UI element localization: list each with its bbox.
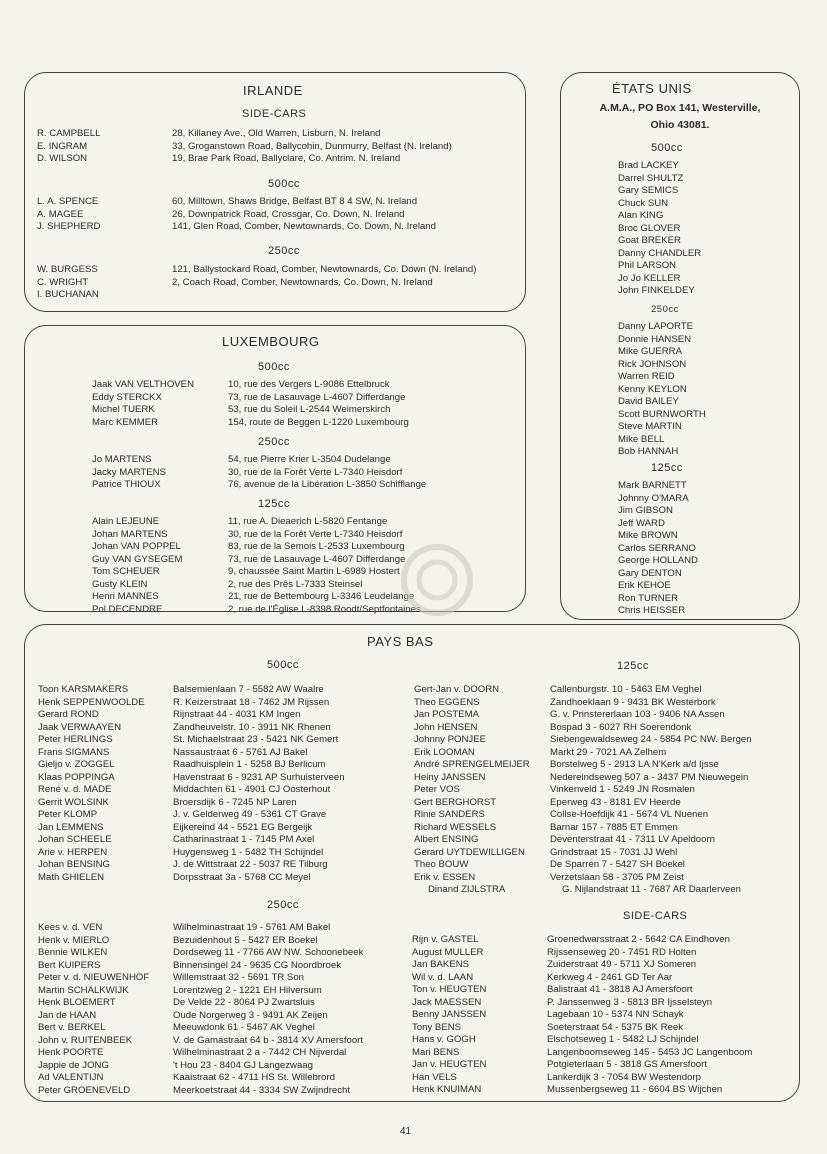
rider-name: David BAILEY	[618, 396, 679, 407]
rider-address: Dordseweg 11 - 7766 AW NW. Schoonebeek	[173, 947, 364, 958]
rider-address: Zandhoeklaan 9 - 9431 BK Westerbork	[550, 696, 716, 708]
rider-name: Jeff WARD	[618, 517, 665, 529]
rider-address: Groenedwarsstraat 2 - 5642 CA Eindhoven	[547, 934, 730, 945]
rider-address: Rijssenseweg 20 - 7451 RD Holten	[547, 946, 697, 958]
rider-address: Eijkereind 44 - 5521 EG Bergeijk	[173, 821, 313, 833]
rider-address: Lankerdijk 3 - 7054 BW Westendorp	[547, 1071, 701, 1083]
rider-address: 53, rue du Soleil L-2544 Weimerskirch	[228, 404, 391, 415]
rider-address: Vinkenveld 1 - 5249 JN Rosmalen	[550, 784, 695, 795]
rider-address: 121, Ballystockard Road, Comber, Newtownards, Co. Down (N. Ireland)	[172, 264, 477, 275]
rider-name: Johnny O'MARA	[618, 492, 689, 504]
rider-name: George HOLLAND	[618, 555, 698, 566]
rider-name: Gieljo v. ZOGGEL	[38, 759, 115, 770]
pays-bas-125-heading: 125cc	[617, 660, 649, 672]
rider-name: Johan VAN POPPEL	[92, 541, 181, 552]
rider-name: Jim GIBSON	[618, 505, 673, 516]
rider-name: D. WILSON	[37, 153, 88, 164]
rider-name: Gerrit WOLSINK	[38, 796, 109, 808]
rider-address: Verzetslaan 58 - 3705 PM Zeist	[550, 871, 684, 883]
rider-address: 73, rue de Lasauvage L-4607 Differdange	[228, 553, 406, 565]
rider-address: 21, rue de Bettembourg L-3346 Leudelange	[228, 591, 415, 602]
rider-name: Peter KLOMP	[38, 809, 98, 820]
rider-name: Henk v. MIERLO	[38, 934, 110, 946]
rider-address: R. Keizerstraat 18 - 7462 JM Rijssen	[173, 696, 330, 708]
rider-name: Jo Jo KELLER	[618, 272, 681, 284]
rider-name: Jan de HAAN	[38, 1009, 97, 1021]
rider-name: Henk SEPPENWOOLDE	[38, 696, 145, 708]
rider-address: Binnensingel 24 - 9635 CG Noordbroek	[173, 959, 341, 971]
rider-name: Erik LOOMAN	[414, 746, 475, 758]
rider-name: Martin SCHALKWIJK	[38, 984, 129, 996]
luxembourg-250-heading: 250cc	[258, 436, 290, 448]
rider-address: J. v. Gelderweg 49 - 5361 CT Grave	[173, 809, 327, 820]
rider-name: Scott BURNWORTH	[618, 408, 706, 420]
rider-address: Elschotseweg 1 - 5482 LJ Schijndel	[547, 1034, 699, 1045]
rider-address: Middachten 61 - 4901 CJ Oosterhout	[173, 784, 331, 795]
rider-name: Goat BREKER	[618, 235, 681, 246]
rider-name: Jan LEMMENS	[38, 821, 104, 833]
rider-address: 30, rue de la Forêt Verte L-7340 Heisdorf	[228, 466, 403, 478]
rider-address: Wilhelminastraat 2 a - 7442 CH Nijverdal	[173, 1047, 347, 1058]
rider-address: Barnar 157 - 7885 ET Emmen	[550, 821, 678, 833]
rider-address: St. Michaelstraat 23 - 5421 NK Gemert	[173, 734, 339, 745]
rider-name: Richard WESSELS	[414, 821, 497, 833]
rider-address: Kaaistraat 62 - 4711 HS St. Willebrord	[173, 1072, 335, 1083]
rider-name: Bert KUIPERS	[38, 959, 101, 971]
page-number: 41	[400, 1126, 412, 1137]
rider-name: Math GHIELEN	[38, 871, 105, 883]
rider-address: G. v. Prinstererlaan 103 - 9406 NA Assen	[550, 709, 725, 720]
rider-address: Havenstraat 6 - 9231 AP Surhuisterveen	[173, 771, 345, 783]
irlande-500-addresses	[172, 196, 436, 234]
rider-address: Borstelweg 5 - 2913 LA N'Kerk a/d Ijsse	[550, 759, 719, 770]
rider-name: Alain LEJEUNE	[92, 516, 160, 527]
rider-name: Marc KEMMER	[92, 416, 159, 428]
rider-name: Arie v. HERPEN	[38, 846, 108, 858]
rider-address: 54, rue Pierre Krier L-3504 Dudelange	[228, 454, 391, 465]
rider-name: Ad VALENTIJN	[38, 1072, 104, 1083]
luxembourg-title: LUXEMBOURG	[222, 334, 320, 349]
rider-address: Nassaustraat 6 - 5761 AJ Bakel	[173, 746, 308, 758]
etats-unis-org-line1: A.M.A., PO Box 141, Westerville,	[599, 102, 761, 114]
rider-name: Rick JOHNSON	[618, 358, 687, 370]
rider-name: Bennie WILKEN	[38, 947, 108, 958]
rider-name: Henk KNUIMAN	[412, 1084, 482, 1095]
rider-address: Callenburgstr. 10 - 5463 EM Veghel	[550, 684, 702, 695]
etats-unis-title: ÉTATS UNIS	[612, 81, 692, 96]
rider-address: De Velde 22 - 8064 PJ Zwartsluis	[173, 997, 315, 1008]
etats-unis-org-line2: Ohio 43081.	[650, 119, 710, 131]
rider-name: Guy VAN GYSEGEM	[92, 553, 183, 565]
pays-bas-125-addresses	[550, 684, 752, 897]
rider-name: Albert ENSING	[414, 834, 479, 845]
rider-name: Theo EGGENS	[414, 696, 480, 708]
rider-name: Alan KING	[618, 210, 664, 221]
rider-name: Gerard UYTDEWILLIGEN	[414, 846, 525, 858]
rider-name: Phil LARSON	[618, 260, 677, 271]
irlande-500-names	[37, 196, 100, 234]
etats-unis-500-heading: 500cc	[651, 142, 683, 154]
rider-address: Eperweg 43 - 8181 EV Heerde	[550, 796, 681, 808]
rider-address: Meerkoetstraat 44 - 3334 SW Zwijndrecht	[173, 1084, 351, 1096]
rider-name: Rinie SANDERS	[414, 809, 485, 820]
rider-name: Gerard ROND	[38, 709, 99, 720]
rider-address: P. Janssenweg 3 - 5813 BR Ijsselsteyn	[547, 996, 713, 1008]
rider-address: Kerkweg 4 - 2461 GD Ter Aar	[547, 971, 673, 983]
rider-name: Danny CHANDLER	[618, 247, 702, 259]
rider-address: 83, rue de la Semois L-2533 Luxembourg	[228, 541, 405, 552]
rider-name: Jack MAESSEN	[412, 996, 482, 1008]
rider-address: Nedereindseweg 507 a - 3437 PM Nieuwegein	[550, 771, 749, 783]
rider-name: Mark BARNETT	[618, 480, 687, 491]
rider-name: Peter GROENEVELD	[38, 1084, 131, 1096]
rider-name: Darrel SHULTZ	[618, 172, 684, 184]
rider-address: Broersdijk 6 - 7245 NP Laren	[173, 796, 297, 808]
rider-address: Zuiderstraat 49 - 5711 XJ Someren	[547, 959, 697, 970]
irlande-250-heading: 250cc	[268, 245, 300, 257]
rider-address: Lorentzweg 2 - 1221 EH Hilversum	[173, 984, 322, 996]
rider-name: René v. d. MADE	[38, 784, 112, 795]
rider-address: Siebengewaldseweg 24 - 5854 PC NW. Bergen	[550, 734, 752, 745]
rider-name: I. BUCHANAN	[37, 289, 99, 300]
rider-name: Donnie HANSEN	[618, 333, 692, 345]
rider-address: Soeterstraat 54 - 5375 BK Reek	[547, 1021, 683, 1033]
rider-name: Steve MARTIN	[618, 421, 682, 432]
irlande-sidecars-heading: SIDE-CARS	[242, 108, 307, 120]
rider-name: John FINKELDEY	[618, 285, 695, 296]
pays-bas-500-names	[38, 684, 145, 884]
irlande-250-names	[37, 264, 99, 302]
rider-name: A. MAGEE	[37, 208, 84, 220]
rider-name: J. SHEPHERD	[37, 221, 101, 232]
rider-name: John v. RUITENBEEK	[38, 1034, 133, 1046]
rider-address: Bezuidenhout 5 - 5427 ER Boekel	[173, 934, 318, 946]
etats-unis-125-names	[618, 480, 698, 618]
rider-name: Dinand ZIJLSTRA	[428, 884, 506, 895]
rider-address: 2, rue des Prês L-7333 Steinsel	[228, 578, 363, 590]
rider-name: Broc GLOVER	[618, 222, 681, 234]
rider-address: 2, Coach Road, Comber, Newtownards, Co. Down, N. Ireland	[172, 276, 433, 288]
rider-name: Henk POORTE	[38, 1047, 104, 1058]
irlande-title: IRLANDE	[243, 83, 303, 98]
pays-bas-title: PAYS BAS	[367, 634, 434, 649]
rider-name: Mike GUERRA	[618, 346, 682, 357]
rider-address: 2, rue de l'Église L-8398 Roodt/Septfontaines	[228, 603, 421, 615]
rider-name: Kees v. d. VEN	[38, 922, 103, 933]
rider-address: Dorpsstraat 3a - 5768 CC Meyel	[173, 871, 311, 883]
rider-name: Eddy STERCKX	[92, 391, 162, 403]
rider-name: John HENSEN	[414, 721, 478, 733]
rider-address: Langenboomseweg 145 - 5453 JC Langenboom	[547, 1046, 753, 1058]
pays-bas-250-addresses	[173, 922, 363, 1097]
rider-name: Jan BAKENS	[412, 959, 470, 970]
rider-address: De Sparren 7 - 5427 SH Boekel	[550, 859, 685, 870]
rider-name: André SPRENGELMEIJER	[414, 759, 530, 770]
rider-address: Lagebaan 10 - 5374 NN Schayk	[547, 1009, 684, 1020]
rider-name: Henk BLOEMERT	[38, 997, 116, 1008]
rider-address: 10, rue des Vergers L-9086 Ettelbruck	[228, 379, 390, 390]
pays-bas-sidecars-heading: SIDE-CARS	[623, 910, 688, 922]
rider-name: Henri MANNES	[92, 591, 159, 602]
rider-name: Michel TUERK	[92, 404, 155, 415]
rider-name: Toon KARSMAKERS	[38, 684, 129, 695]
irlande-sidecars-addresses	[172, 128, 452, 166]
rider-name: Johan MARTENS	[92, 528, 168, 540]
rider-name: Rijn v. GASTEL	[412, 934, 479, 945]
luxembourg-500-addresses	[228, 379, 409, 429]
pays-bas-sidecars-addresses	[547, 934, 752, 1097]
rider-address: Grindstraat 15 - 7031 JJ Wehl	[550, 846, 678, 858]
rider-address: Potgieterlaan 5 - 3818 GS Amersfoort	[547, 1059, 707, 1070]
pays-bas-250-heading: 250cc	[267, 899, 299, 911]
rider-name: W. BURGESS	[37, 264, 98, 275]
rider-name: Johan SCHEELE	[38, 834, 112, 845]
rider-name: Bob HANNAH	[618, 446, 679, 457]
pays-bas-500-addresses	[173, 684, 345, 884]
rider-name: Hans v. GOGH	[412, 1034, 476, 1045]
rider-address: 't Hou 23 - 8404 GJ Langezwaag	[173, 1059, 313, 1071]
rider-name: Mike BELL	[618, 433, 665, 445]
rider-address: Zandheuvelstr. 10 - 3911 NK Rhenen	[173, 721, 331, 733]
rider-address: J. de Wittstraat 22 - 5037 RE Tilburg	[173, 859, 328, 870]
luxembourg-250-names	[92, 454, 166, 492]
rider-name: Pol DECENDRE	[92, 603, 163, 615]
rider-name: Peter v. d. NIEUWENHOF	[38, 972, 150, 983]
rider-address: Willemstraat 32 - 5691 TR Son	[173, 972, 304, 983]
rider-name: Wil v. d. LAAN	[412, 971, 474, 983]
etats-unis-250-heading: 250cc	[651, 304, 679, 315]
rider-name: Kenny KEYLON	[618, 383, 687, 395]
rider-name: R. CAMPBELL	[37, 128, 101, 139]
rider-name: Warren REID	[618, 371, 675, 382]
rider-name: Gary SEMICS	[618, 185, 679, 196]
rider-name: Peter VOS	[414, 784, 460, 795]
luxembourg-125-names	[92, 516, 182, 616]
rider-name: Han VELS	[412, 1071, 457, 1083]
rider-name: Jaak VERWAAYEN	[38, 721, 121, 733]
rider-address: 141, Glen Road, Comber, Newtownards, Co. Down, N. Ireland	[172, 221, 436, 232]
luxembourg-250-addresses	[228, 454, 426, 492]
irlande-250-addresses	[172, 264, 476, 289]
rider-address: Mussenbergseweg 11 - 6604 BS Wijchen	[547, 1084, 723, 1095]
rider-name: Jacky MARTENS	[92, 466, 166, 478]
rider-name: August MULLER	[412, 946, 484, 958]
rider-name: Gary DENTON	[618, 567, 682, 579]
rider-name: Jappie de JONG	[38, 1059, 109, 1071]
rider-address: Rijnstraat 44 - 4031 KM Ingen	[173, 709, 301, 720]
rider-name: Mari BENS	[412, 1046, 460, 1058]
rider-name: Gert BERGHORST	[414, 796, 497, 808]
rider-address: 28, Killaney Ave., Old Warren, Lisburn, N. Ireland	[172, 128, 381, 139]
rider-name: Mike BROWN	[618, 530, 678, 541]
pays-bas-sidecars-names	[412, 934, 486, 1097]
rider-name: Tony BENS	[412, 1021, 462, 1033]
rider-address: G. Nijlandstraat 11 - 7687 AR Daarlerveen	[562, 884, 741, 895]
rider-name: Jan v. HEUGTEN	[412, 1059, 487, 1070]
rider-name: Chris HEISSER	[618, 605, 686, 616]
rider-address: 60, Milltown, Shaws Bridge, Belfast BT 8 4 SW, N. Ireland	[172, 196, 418, 207]
rider-name: Gusty KLEIN	[92, 578, 148, 590]
rider-address: 19, Brae Park Road, Ballyclare, Co. Antrim. N. Ireland	[172, 153, 401, 164]
pays-bas-125-names	[414, 684, 530, 897]
rider-name: Tom SCHEUER	[92, 566, 160, 577]
rider-name: Danny LAPORTE	[618, 321, 694, 332]
irlande-500-heading: 500cc	[268, 178, 300, 190]
rider-name: Brad LACKEY	[618, 160, 679, 171]
rider-name: Gert-Jan v. DOORN	[414, 684, 500, 695]
rider-name: Patrice THIOUX	[92, 479, 161, 490]
etats-unis-500-names	[618, 160, 701, 298]
rider-name: Jan POSTEMA	[414, 709, 480, 720]
rider-address: Bospad 3 - 6027 RH Soerendonk	[550, 721, 692, 733]
rider-name: Frans SIGMANS	[38, 746, 110, 758]
rider-name: Heiny JANSSEN	[414, 771, 486, 783]
rider-address: Collse-Hoefdijk 41 - 5674 VL Nuenen	[550, 809, 709, 820]
rider-address: Deventerstraat 41 - 7311 LV Apeldoorn	[550, 834, 715, 845]
rider-name: L. A. SPENCE	[37, 196, 99, 207]
rider-address: Huygensweg 1 - 5482 TH Schijndel	[173, 846, 324, 858]
rider-name: Ton v. HEUGTEN	[412, 984, 487, 995]
rider-name: C. WRIGHT	[37, 276, 89, 288]
rider-address: 30, rue de la Forêt Verte L-7340 Heisdorf	[228, 528, 403, 540]
rider-name: Klaas POPPINGA	[38, 771, 115, 783]
rider-address: 76, avenue de la Libération L-3850 Schifflange	[228, 479, 427, 490]
luxembourg-500-names	[92, 379, 194, 429]
rider-name: Peter HERLINGS	[38, 734, 113, 745]
rider-address: Meeuwdonk 61 - 5467 AK Veghel	[173, 1022, 315, 1033]
rider-address: Wilhelminastraat 19 - 5761 AM Bakel	[173, 922, 331, 933]
rider-name: Chuck SUN	[618, 197, 669, 209]
rider-name: Erik KEHOE	[618, 580, 671, 591]
etats-unis-250-names	[618, 321, 706, 459]
rider-address: Raadhuisplein 1 - 5258 BJ Berlicum	[173, 759, 326, 770]
rider-address: 9, chaussée Saint Martin L-6989 Hostert	[228, 566, 400, 577]
rider-address: Markt 29 - 7021 AA Zelhem	[550, 746, 667, 758]
rider-name: Bert v. BERKEL	[38, 1022, 106, 1033]
rider-name: Benny JANSSEN	[412, 1009, 487, 1020]
rider-address: Oude Norgerweg 3 - 9491 AK Zeijen	[173, 1009, 328, 1021]
luxembourg-125-addresses	[228, 516, 421, 616]
rider-address: Catharinastraat 1 - 7145 PM Axel	[173, 834, 315, 845]
rider-address: 11, rue A. Dieaerich L-5820 Fentange	[228, 516, 388, 527]
rider-name: Jo MARTENS	[92, 454, 152, 465]
rider-name: Jaak VAN VELTHOVEN	[92, 379, 195, 390]
rider-address: 33, Groganstown Road, Ballycohin, Dunmurry, Belfast (N. Ireland)	[172, 140, 452, 152]
rider-name: Ron TURNER	[618, 592, 679, 604]
pays-bas-500-heading: 500cc	[267, 659, 299, 671]
rider-address: Balistraat 41 - 3818 AJ Amersfoort	[547, 984, 693, 995]
luxembourg-500-heading: 500cc	[258, 361, 290, 373]
rider-name: E. INGRAM	[37, 140, 88, 152]
rider-name: Johan BENSING	[38, 859, 110, 870]
rider-name: Erik v. ESSEN	[414, 871, 476, 883]
rider-name: Theo BOUW	[414, 859, 469, 870]
rider-address: V. de Gamastraat 64 b - 3814 XV Amersfoort	[173, 1034, 364, 1046]
rider-address: 73, rue de Lasauvage L-4607 Differdange	[228, 391, 406, 403]
rider-name: Carlos SERRANO	[618, 542, 696, 554]
rider-address: 154, route de Beggen L-1220 Luxembourg	[228, 416, 409, 428]
watermark-logo	[398, 540, 476, 620]
rider-address: Balsemienlaan 7 - 5582 AW Waalre	[173, 684, 324, 695]
luxembourg-125-heading: 125cc	[258, 498, 290, 510]
rider-address: 26, Downpatrick Road, Crossgar, Co. Down, N. Ireland	[172, 208, 405, 220]
pays-bas-250-names	[38, 922, 149, 1097]
etats-unis-125-heading: 125cc	[651, 462, 683, 474]
rider-name: Johnny PONJEE	[414, 734, 486, 745]
irlande-sidecars-names	[37, 128, 100, 166]
